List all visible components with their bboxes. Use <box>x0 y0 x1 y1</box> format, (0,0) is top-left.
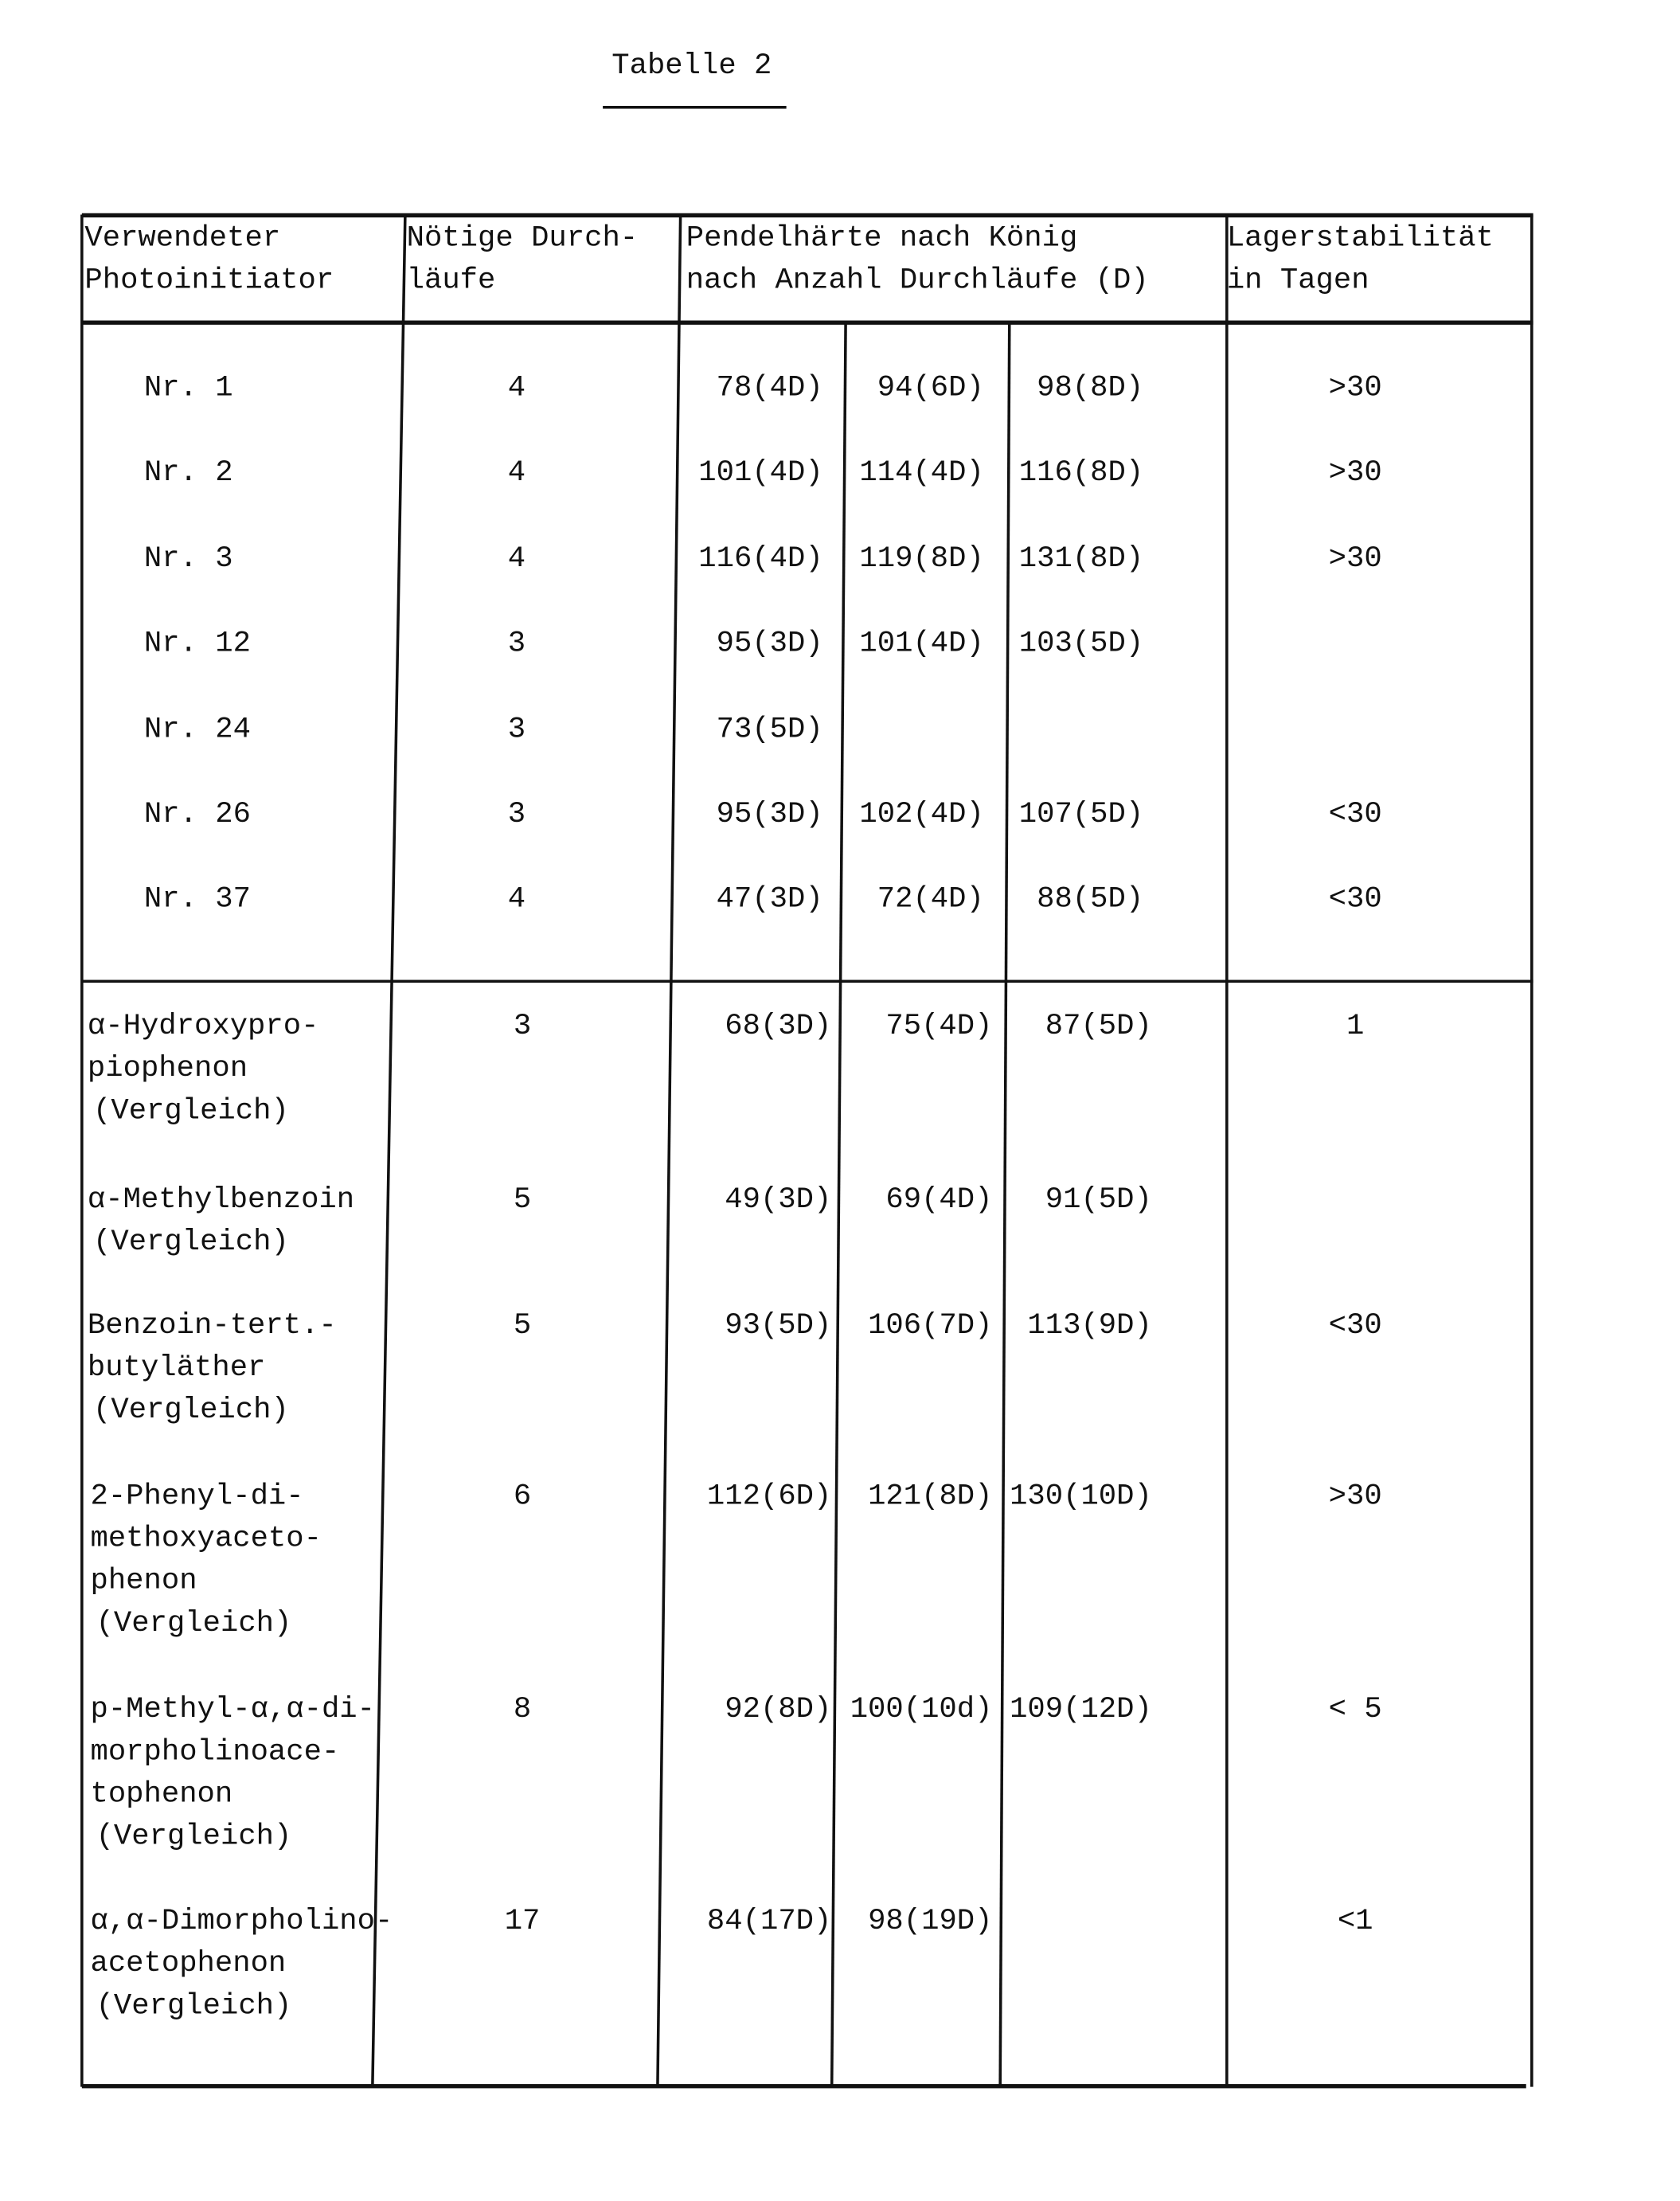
pendelhaerte-value: 130(10D) <box>968 1477 1152 1519</box>
lagerstabilitaet-value: <30 <box>1271 1306 1440 1348</box>
name-line: Nr. 3 <box>144 539 233 581</box>
header-line: Nötige Durch- <box>407 223 638 256</box>
lagerstabilitaet-value: <30 <box>1271 795 1440 837</box>
durchlaeufe-value: 17 <box>466 1902 579 1944</box>
name-line: (Vergleich) <box>90 1817 375 1859</box>
pendelhaerte-value: 98(8D) <box>960 369 1144 411</box>
pendelhaerte-value: 101(4D) <box>800 624 984 667</box>
name-line: methoxyaceto- <box>90 1519 321 1562</box>
header-photoinitiator <box>84 219 334 303</box>
name-line: (Vergleich) <box>88 1092 318 1134</box>
table-bottom-border <box>82 2084 1526 2088</box>
photoinitiator-name <box>144 369 233 411</box>
pendelhaerte-value: 69(4D) <box>809 1180 993 1222</box>
photoinitiator-name <box>144 453 233 495</box>
pendelhaerte-value: 88(5D) <box>960 880 1144 922</box>
group-separator <box>82 980 1533 983</box>
pendelhaerte-value: 114(4D) <box>800 453 984 495</box>
pendelhaerte-value: 131(8D) <box>960 539 1144 581</box>
pendelhaerte-value: 106(7D) <box>809 1306 993 1348</box>
durchlaeufe-value: 3 <box>460 795 573 837</box>
photoinitiator-name <box>90 1477 321 1647</box>
lagerstabilitaet-value: 1 <box>1271 1007 1440 1049</box>
photoinitiator-name <box>144 880 251 922</box>
pendelhaerte-value: 95(3D) <box>639 795 823 837</box>
pendelhaerte-value: 103(5D) <box>960 624 1144 667</box>
pendelhaerte-value: 116(8D) <box>960 453 1144 495</box>
photoinitiator-name <box>90 1902 393 2029</box>
lagerstabilitaet-value: < 5 <box>1271 1690 1440 1732</box>
name-line: Nr. 12 <box>144 624 251 667</box>
header-pendelhaerte <box>686 219 1149 303</box>
name-line: Nr. 24 <box>144 710 251 753</box>
pendelhaerte-value: 121(8D) <box>809 1477 993 1519</box>
photoinitiator-name <box>144 710 251 753</box>
photoinitiator-name <box>88 1007 318 1134</box>
name-line: butyläther <box>88 1348 337 1390</box>
lagerstabilitaet-value: >30 <box>1271 539 1440 581</box>
name-line: 2-Phenyl-di- <box>90 1477 321 1519</box>
durchlaeufe-value: 8 <box>466 1690 579 1732</box>
name-line: Benzoin-tert.- <box>88 1306 337 1348</box>
photoinitiator-name <box>88 1306 337 1433</box>
name-line: (Vergleich) <box>88 1391 337 1433</box>
photoinitiator-name <box>88 1180 354 1265</box>
pendelhaerte-value: 93(5D) <box>648 1306 832 1348</box>
photoinitiator-name <box>144 624 251 667</box>
pendelhaerte-value: 109(12D) <box>968 1690 1152 1732</box>
name-line: tophenon <box>90 1775 375 1817</box>
pendelhaerte-value: 98(19D) <box>809 1902 993 1944</box>
pendelhaerte-value: 101(4D) <box>639 453 823 495</box>
pendelhaerte-value: 116(4D) <box>639 539 823 581</box>
durchlaeufe-value: 4 <box>460 369 573 411</box>
header-durchlaeufe <box>407 219 638 303</box>
header-bottom-border <box>82 320 1533 324</box>
column-line <box>1225 215 1229 2087</box>
pendelhaerte-value: 113(9D) <box>968 1306 1152 1348</box>
column-line <box>1530 215 1533 2087</box>
lagerstabilitaet-value: <30 <box>1271 880 1440 922</box>
durchlaeufe-value: 4 <box>460 880 573 922</box>
photoinitiator-name <box>144 539 233 581</box>
name-line: morpholinoace- <box>90 1733 375 1775</box>
pendelhaerte-value: 75(4D) <box>809 1007 993 1049</box>
pendelhaerte-value: 84(17D) <box>648 1902 832 1944</box>
durchlaeufe-value: 4 <box>460 539 573 581</box>
column-line <box>371 215 407 2087</box>
name-line: α-Hydroxypro- <box>88 1007 318 1049</box>
pendelhaerte-value: 73(5D) <box>639 710 823 753</box>
name-line: Nr. 1 <box>144 369 233 411</box>
header-line: nach Anzahl Durchläufe (D) <box>686 265 1149 298</box>
header-lagerstabilitaet <box>1227 219 1494 303</box>
lagerstabilitaet-value: >30 <box>1271 369 1440 411</box>
pendelhaerte-value: 112(6D) <box>648 1477 832 1519</box>
pendelhaerte-value: 95(3D) <box>639 624 823 667</box>
pendelhaerte-value: 119(8D) <box>800 539 984 581</box>
name-line: (Vergleich) <box>88 1223 354 1265</box>
column-line <box>80 215 84 2087</box>
header-line: Photoinitiator <box>84 265 334 298</box>
name-line: p-Methyl-α,α-di- <box>90 1690 375 1732</box>
durchlaeufe-value: 3 <box>466 1007 579 1049</box>
name-line: (Vergleich) <box>90 1987 393 2029</box>
header-line: Pendelhärte nach König <box>686 223 1078 256</box>
table-title: Tabelle 2 <box>565 47 819 89</box>
name-line: piophenon <box>88 1049 318 1091</box>
pendelhaerte-value: 78(4D) <box>639 369 823 411</box>
pendelhaerte-value: 92(8D) <box>648 1690 832 1732</box>
lagerstabilitaet-value: >30 <box>1271 1477 1440 1519</box>
photoinitiator-name <box>90 1690 375 1859</box>
pendelhaerte-value: 72(4D) <box>800 880 984 922</box>
pendelhaerte-value: 87(5D) <box>968 1007 1152 1049</box>
name-line: acetophenon <box>90 1945 393 1987</box>
header-line: in Tagen <box>1227 265 1369 298</box>
pendelhaerte-value: 100(10d) <box>809 1690 993 1732</box>
lagerstabilitaet-value: >30 <box>1271 453 1440 495</box>
pendelhaerte-value: 107(5D) <box>960 795 1144 837</box>
durchlaeufe-value: 3 <box>460 710 573 753</box>
pendelhaerte-value: 102(4D) <box>800 795 984 837</box>
table-top-border <box>82 213 1533 217</box>
name-line: (Vergleich) <box>90 1604 321 1646</box>
name-line: α,α-Dimorpholino- <box>90 1902 393 1944</box>
name-line: Nr. 37 <box>144 880 251 922</box>
photoinitiator-name <box>144 795 251 837</box>
pendelhaerte-value: 94(6D) <box>800 369 984 411</box>
durchlaeufe-value: 6 <box>466 1477 579 1519</box>
pendelhaerte-value: 68(3D) <box>648 1007 832 1049</box>
name-line: phenon <box>90 1562 321 1604</box>
header-line: Lagerstabilität <box>1227 223 1494 256</box>
document-page <box>0 0 1680 2201</box>
pendelhaerte-value: 47(3D) <box>639 880 823 922</box>
name-line: Nr. 2 <box>144 453 233 495</box>
name-line: Nr. 26 <box>144 795 251 837</box>
durchlaeufe-value: 3 <box>460 624 573 667</box>
durchlaeufe-value: 4 <box>460 453 573 495</box>
name-line: α-Methylbenzoin <box>88 1180 354 1222</box>
title-underline <box>603 106 787 109</box>
header-line: läufe <box>407 265 496 298</box>
durchlaeufe-value: 5 <box>466 1306 579 1348</box>
lagerstabilitaet-value: <1 <box>1271 1902 1440 1944</box>
pendelhaerte-value: 91(5D) <box>968 1180 1152 1222</box>
header-line: Verwendeter <box>84 223 280 256</box>
durchlaeufe-value: 5 <box>466 1180 579 1222</box>
pendelhaerte-value: 49(3D) <box>648 1180 832 1222</box>
